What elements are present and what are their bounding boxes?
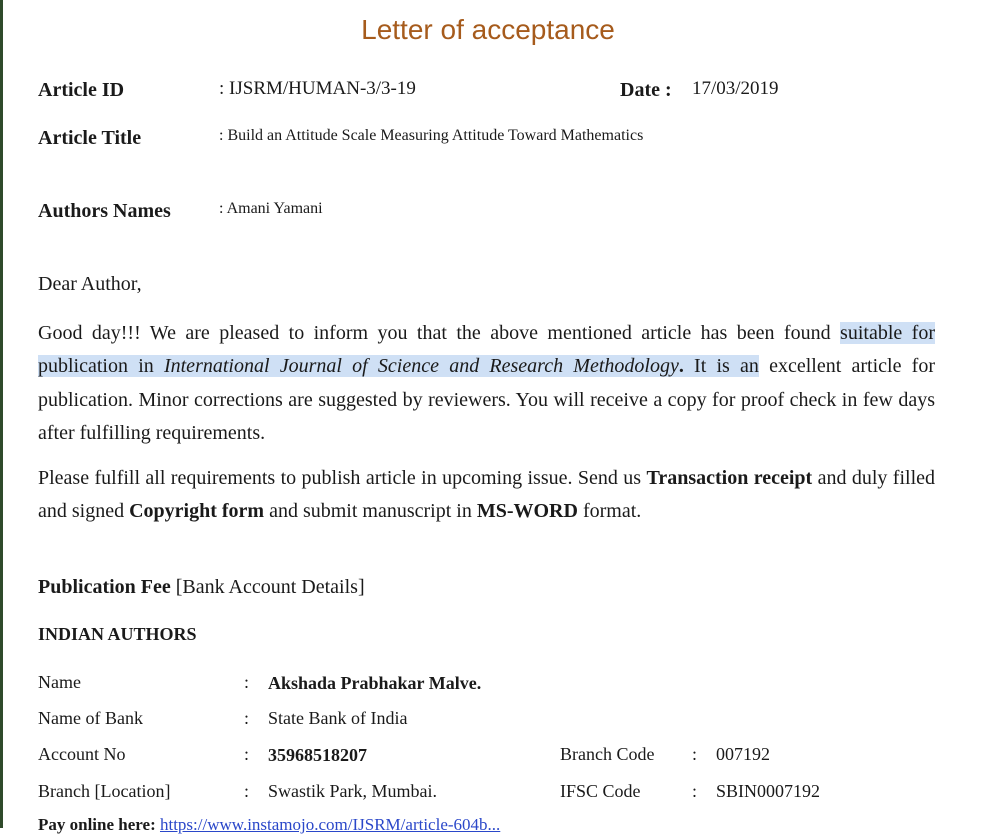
colon: :: [244, 781, 250, 801]
publication-fee-label: Publication Fee: [38, 576, 171, 598]
colon: :: [692, 744, 698, 764]
branch-location-value: Swastik Park, Mumbai.: [268, 781, 437, 801]
article-id-label: Article ID: [38, 79, 125, 101]
transaction-receipt: Transaction receipt: [646, 467, 813, 489]
account-holder-name: Akshada Prabhakar Malve.: [268, 673, 482, 693]
colon: :: [692, 781, 698, 801]
article-id-value: : IJSRM/HUMAN-3/3-19: [219, 78, 416, 99]
bank-name-label: Name: [38, 672, 81, 692]
pay-online-link[interactable]: https://www.instamojo.com/IJSRM/article-604b...: [159, 815, 501, 834]
ifsc-label: IFSC Code: [560, 781, 641, 801]
ms-word: MS-WORD: [476, 500, 578, 523]
req-text-1: Please fulfill all requirements to publish article in upcoming issue. Send us: [38, 467, 647, 489]
req-text-3: and submit manuscript in: [264, 500, 477, 523]
pay-online-label: Pay online here:: [38, 815, 156, 834]
bank-value: State Bank of India: [268, 708, 408, 728]
colon: :: [244, 672, 250, 692]
indian-authors-heading: INDIAN AUTHORS: [38, 624, 197, 644]
req-text-4: format.: [577, 500, 642, 523]
page-left-border: [0, 0, 3, 828]
para1-text: suitable for publication in: [38, 322, 936, 378]
journal-name: International Journal of Science and Research Methodology: [163, 355, 679, 378]
branch-location-label: Branch [Location]: [38, 781, 171, 801]
para1-text-2: It is an: [683, 355, 759, 378]
article-title-value: : Build an Attitude Scale Measuring Attitude Toward Mathematics: [219, 127, 644, 144]
letter-title: Letter of acceptance: [361, 14, 615, 45]
branch-code-value: 007192: [716, 744, 770, 764]
pay-online-line: [38, 815, 500, 835]
acceptance-paragraph: [38, 317, 935, 450]
bank-label: Name of Bank: [38, 708, 143, 728]
para1-line1: Good day!!! We are pleased to inform you that the above mentioned article has been found: [38, 322, 831, 344]
salutation: Dear Author,: [38, 273, 142, 295]
para1-rest: excellent article for publication. Minor corrections are suggested by reviewers. You will receive a copy for proof check in few days after fulfilling requirements.: [38, 355, 935, 444]
journal-period: .: [678, 355, 684, 378]
account-no-value: 35968518207: [268, 745, 367, 765]
req-text-2: and duly filled and signed: [38, 467, 936, 523]
branch-code-label: Branch Code: [560, 744, 655, 764]
ifsc-value: SBIN0007192: [716, 781, 821, 801]
copyright-form: Copyright form: [129, 500, 265, 523]
article-title-label: Article Title: [38, 127, 142, 149]
requirements-paragraph: [38, 462, 935, 529]
date-label: Date :: [620, 79, 672, 101]
authors-value: : Amani Yamani: [219, 200, 323, 217]
account-no-label: Account No: [38, 744, 126, 764]
date-value: 17/03/2019: [692, 78, 779, 99]
publication-fee-heading: [38, 576, 365, 599]
publication-fee-rest: [Bank Account Details]: [170, 576, 365, 598]
colon: :: [244, 744, 250, 764]
colon: :: [244, 708, 250, 728]
authors-label: Authors Names: [38, 200, 171, 222]
